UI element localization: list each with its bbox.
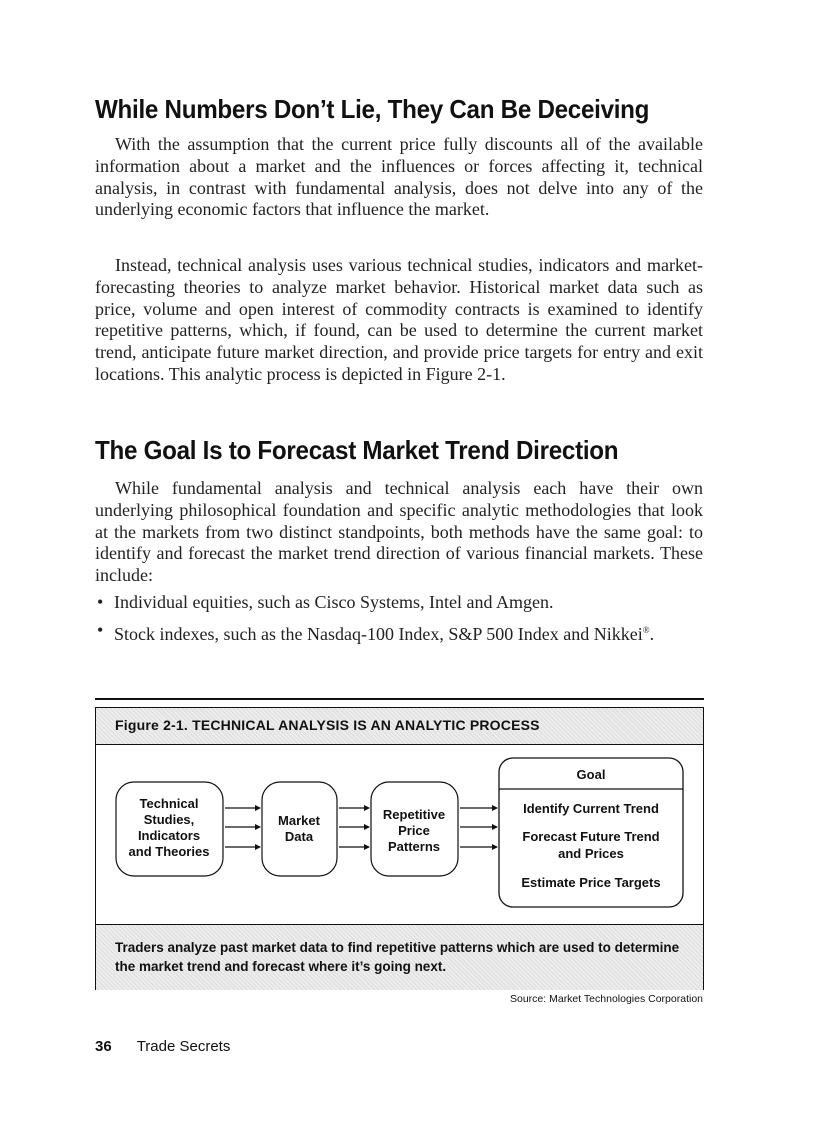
figure-title-bar [96,708,703,745]
book-title: Trade Secrets [136,1038,231,1055]
goal-heading: Goal [576,767,606,782]
goal-item: Identify Current Trend [523,801,659,816]
technical-box-line: Indicators [137,828,201,843]
technical-box-line: Technical [139,796,199,811]
figure-caption-bar [96,924,703,990]
paragraph-fundamental-technical: While fundamental analysis and technical analysis each have their own underlying philosophical foundation and specific analytic methodologies that look at the markets from two distinct standpoints, both methods have the same goal: to identify and forecast the market trend direction of various financial markets. These include: [95,478,703,586]
process-diagram [96,745,703,923]
page-footer [95,1038,230,1055]
list-item-period: . [649,623,655,644]
figure-top-rule [95,698,704,700]
section-heading-goal: The Goal Is to Forecast Market Trend Direction [95,435,619,465]
repetitive-box-line: Repetitive [382,807,446,822]
market-box-line: Market [278,813,320,828]
registered-mark: ® [642,624,650,635]
market-list [95,592,703,652]
paragraph-assumption: With the assumption that the current price fully discounts all of the available information about a market and the influences or forces affecting it, technical analysis, in contrast with fundamental analysis, does not delve into any of the underlying economic factors that influence the market. [95,134,703,220]
list-item-indexes [95,620,703,646]
repetitive-box-line: Price [398,823,430,838]
technical-box-line: and Theories [128,844,210,859]
list-item-text: Stock indexes, such as the Nasdaq-100 Index, S&P 500 Index and Nikkei [114,623,643,644]
figure-caption: Traders analyze past market data to find repetitive patterns which are used to determine the market trend and forecast where it’s going next. [115,940,680,974]
figure-source: Source: Market Technologies Corporation [510,993,703,1005]
list-item-equities [95,592,703,614]
figure-2-1 [95,707,704,990]
goal-item: Forecast Future Trend [522,829,660,844]
list-item-text: Individual equities, such as Cisco Systems, Intel and Amgen. [114,592,554,612]
goal-item: Estimate Price Targets [521,875,661,890]
technical-box-line: Studies, [143,812,195,827]
section-heading-deceiving: While Numbers Don’t Lie, They Can Be Deceiving [95,94,650,124]
page-number: 36 [95,1038,112,1055]
market-box-line: Data [284,829,314,844]
repetitive-box-line: Patterns [387,839,441,854]
paragraph-instead: Instead, technical analysis uses various technical studies, indicators and market-forecasting theories to analyze market behavior. Historical market data such as price, volume and open interest of commodity contracts is examined to identify repetitive patterns, which, if found, can be used to determine the current market trend, anticipate future market direction, and provide price targets for entry and exit locations. This analytic process is depicted in Figure 2-1. [95,255,703,384]
goal-item: and Prices [558,846,624,861]
figure-title: Figure 2-1. TECHNICAL ANALYSIS IS AN ANALYTIC PROCESS [115,717,540,733]
